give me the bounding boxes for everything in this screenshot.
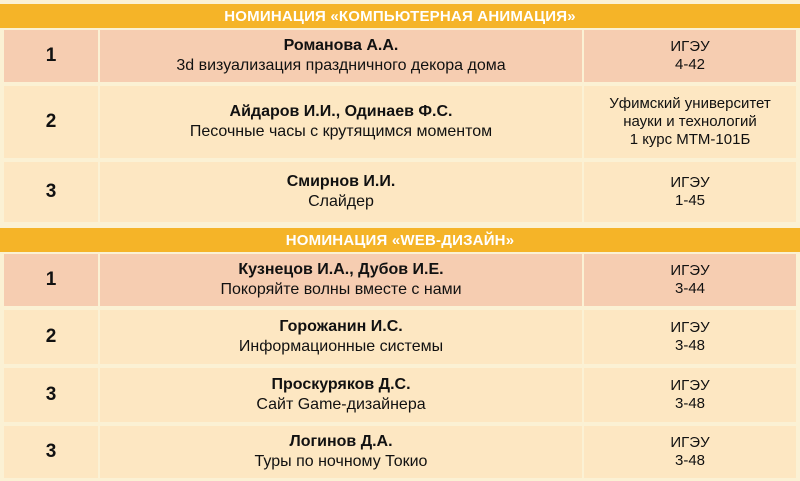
place-cell: 1 <box>4 30 98 82</box>
organization-cell <box>584 162 796 222</box>
table-row <box>0 426 800 478</box>
work-title: Информационные системы <box>238 338 444 355</box>
place-cell: 2 <box>4 86 98 158</box>
table-row <box>0 310 800 364</box>
entry-cell <box>100 30 582 82</box>
participant-name: Горожанин И.С. <box>279 318 403 335</box>
entry-cell <box>100 310 582 364</box>
org-line: ИГЭУ <box>670 174 710 191</box>
place-cell: 3 <box>4 368 98 422</box>
org-line: Уфимский университет <box>609 95 771 112</box>
table-row <box>0 254 800 306</box>
table-row <box>0 368 800 422</box>
participant-name: Айдаров И.И., Одинаев Ф.С. <box>229 103 453 120</box>
participant-name: Логинов Д.А. <box>289 433 393 450</box>
org-line: науки и технологий <box>623 113 757 130</box>
work-title: Песочные часы с крутящимся моментом <box>189 123 493 140</box>
org-line: 3-48 <box>674 337 706 354</box>
org-line: ИГЭУ <box>670 38 710 55</box>
org-line: ИГЭУ <box>670 319 710 336</box>
entry-cell <box>100 368 582 422</box>
entry-cell <box>100 426 582 478</box>
participant-name: Смирнов И.И. <box>286 173 396 190</box>
place-cell: 2 <box>4 310 98 364</box>
org-line: 1-45 <box>674 192 706 209</box>
table-row <box>0 162 800 222</box>
org-line: ИГЭУ <box>670 262 710 279</box>
work-title: Слайдер <box>308 193 374 210</box>
organization-cell <box>584 310 796 364</box>
entry-cell <box>100 86 582 158</box>
table-row <box>0 86 800 158</box>
org-line: ИГЭУ <box>670 377 710 394</box>
entry-cell <box>100 162 582 222</box>
organization-cell <box>584 86 796 158</box>
org-line: 3-48 <box>674 395 706 412</box>
section-title: НОМИНАЦИЯ «КОМПЬЮТЕРНАЯ АНИМАЦИЯ» <box>224 7 576 25</box>
org-line: 4-42 <box>674 56 706 73</box>
work-title: Туры по ночному Токио <box>254 453 428 470</box>
org-line: 3-48 <box>674 452 706 469</box>
work-title: Сайт Game-дизайнера <box>256 396 426 413</box>
place-cell: 3 <box>4 426 98 478</box>
place-cell: 3 <box>4 162 98 222</box>
place-cell: 1 <box>4 254 98 306</box>
work-title: 3d визуализация праздничного декора дома <box>176 57 506 74</box>
section-title: НОМИНАЦИЯ «WEB-ДИЗАЙН» <box>285 231 515 249</box>
org-line: 1 курс МТМ-101Б <box>629 131 751 148</box>
org-line: 3-44 <box>674 280 706 297</box>
organization-cell <box>584 426 796 478</box>
participant-name: Проскуряков Д.С. <box>271 376 411 393</box>
section-header-animation <box>0 4 800 28</box>
organization-cell <box>584 368 796 422</box>
participant-name: Романова А.А. <box>283 37 399 54</box>
participant-name: Кузнецов И.А., Дубов И.Е. <box>238 261 444 278</box>
organization-cell <box>584 30 796 82</box>
work-title: Покоряйте волны вместе с нами <box>220 281 462 298</box>
section-header-web-design <box>0 228 800 252</box>
organization-cell <box>584 254 796 306</box>
table-row <box>0 30 800 82</box>
org-line: ИГЭУ <box>670 434 710 451</box>
entry-cell <box>100 254 582 306</box>
